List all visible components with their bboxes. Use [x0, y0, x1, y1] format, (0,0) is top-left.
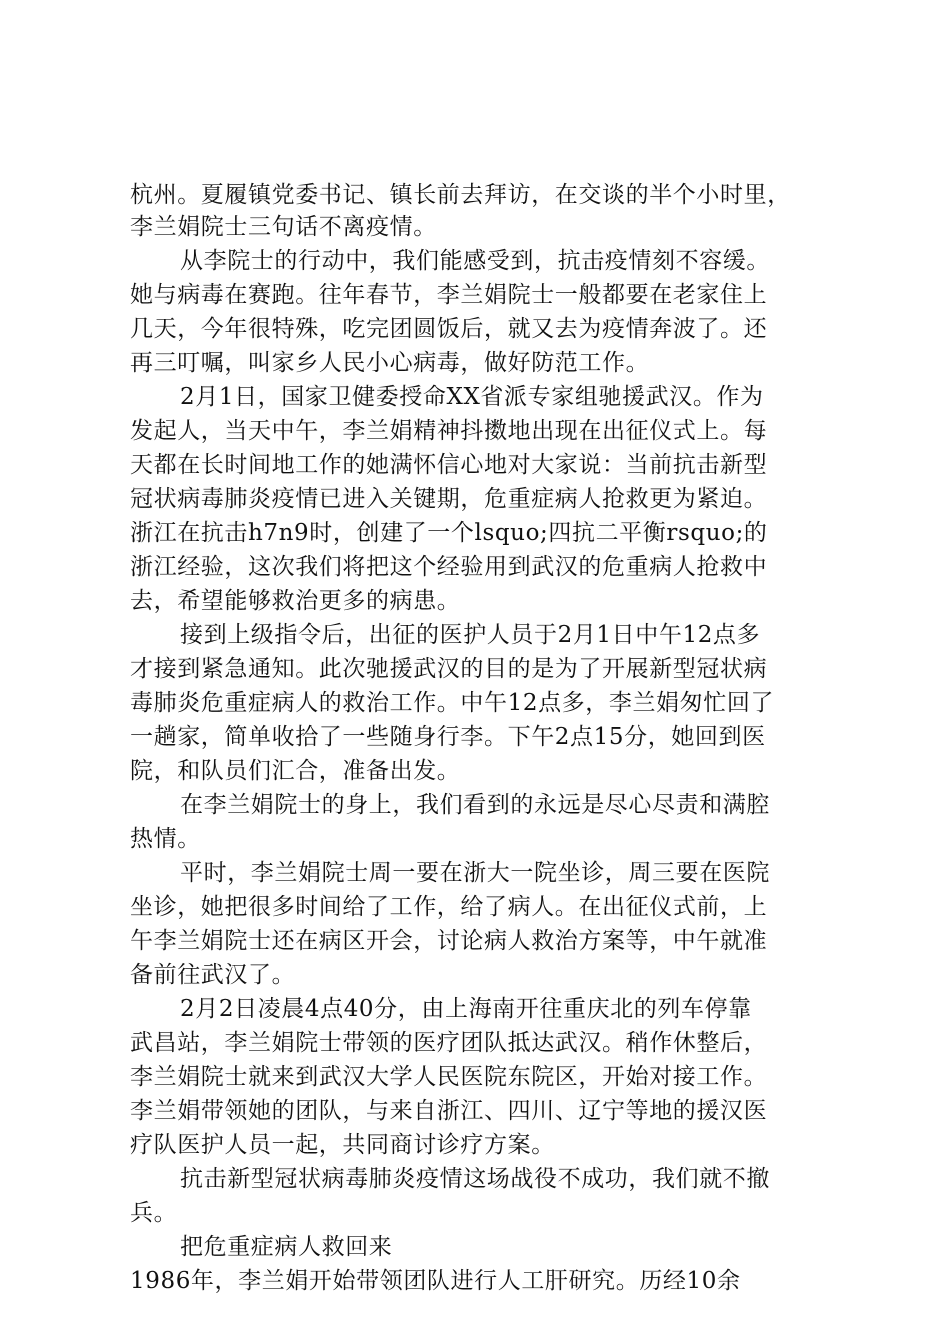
- text-line: 一趟家，简单收拾了一些随身行李。下午2点15分，她回到医: [130, 724, 766, 750]
- paragraph-start: 2月2日凌晨4点40分，由上海南开往重庆北的列车停靠: [180, 996, 752, 1022]
- text-line: 杭州。夏履镇党委书记、镇长前去拜访，在交谈的半个小时里，: [130, 182, 791, 208]
- text-line: 院，和队员们汇合，准备出发。: [130, 758, 461, 784]
- text-line: 去，希望能够救治更多的病患。: [130, 588, 461, 614]
- text-line: 浙江经验，这次我们将把这个经验用到武汉的危重病人抢救中: [130, 554, 768, 580]
- text-line: 天都在长时间地工作的她满怀信心地对大家说：当前抗击新型: [130, 452, 768, 478]
- text-line: 1986年，李兰娟开始带领团队进行人工肝研究。历经10余: [130, 1268, 741, 1294]
- text-line: 李兰娟院士就来到武汉大学人民医院东院区，开始对接工作。: [130, 1064, 768, 1090]
- text-line: 李兰娟带领她的团队，与来自浙江、四川、辽宁等地的援汉医: [130, 1098, 768, 1124]
- text-line: 李兰娟院士三句话不离疫情。: [130, 214, 437, 240]
- text-line: 毒肺炎危重症病人的救治工作。中午12点多，李兰娟匆忙回了: [130, 690, 775, 716]
- text-line: 疗队医护人员一起，共同商讨诊疗方案。: [130, 1132, 555, 1158]
- text-line: 发起人，当天中午，李兰娟精神抖擞地出现在出征仪式上。每: [130, 418, 768, 444]
- text-line: 浙江在抗击h7n9时，创建了一个lsquo;四抗二平衡rsquo;的: [130, 520, 768, 546]
- paragraph-start: 从李院士的行动中，我们能感受到，抗击疫情刻不容缓。: [180, 248, 770, 274]
- text-line: 备前往武汉了。: [130, 962, 296, 988]
- paragraph-start: 平时，李兰娟院士周一要在浙大一院坐诊，周三要在医院: [180, 860, 770, 886]
- text-line: 兵。: [130, 1200, 178, 1226]
- paragraph-start: 2月1日，国家卫健委授命XX省派专家组驰援武汉。作为: [180, 384, 764, 410]
- text-line: 再三叮嘱，叫家乡人民小心病毒，做好防范工作。: [130, 350, 650, 376]
- text-line: 几天，今年很特殊，吃完团圆饭后，就又去为疫情奔波了。还: [130, 316, 768, 342]
- text-line: 才接到紧急通知。此次驰援武汉的目的是为了开展新型冠状病: [130, 656, 768, 682]
- text-line: 武昌站，李兰娟院士带领的医疗团队抵达武汉。稍作休整后，: [130, 1030, 768, 1056]
- text-line: 午李兰娟院士还在病区开会，讨论病人救治方案等，中午就准: [130, 928, 768, 954]
- text-line: 坐诊，她把很多时间给了工作，给了病人。在出征仪式前，上: [130, 894, 768, 920]
- paragraph-start: 在李兰娟院士的身上，我们看到的永远是尽心尽责和满腔: [180, 792, 770, 818]
- paragraph-start: 抗击新型冠状病毒肺炎疫情这场战役不成功，我们就不撤: [180, 1166, 770, 1192]
- text-line: 她与病毒在赛跑。往年春节，李兰娟院士一般都要在老家住上: [130, 282, 768, 308]
- paragraph-start: 接到上级指令后，出征的医护人员于2月1日中午12点多: [180, 622, 761, 648]
- text-line: 热情。: [130, 826, 201, 852]
- text-line: 冠状病毒肺炎疫情已进入关键期，危重症病人抢救更为紧迫。: [130, 486, 768, 512]
- section-heading: 把危重症病人救回来: [180, 1234, 393, 1260]
